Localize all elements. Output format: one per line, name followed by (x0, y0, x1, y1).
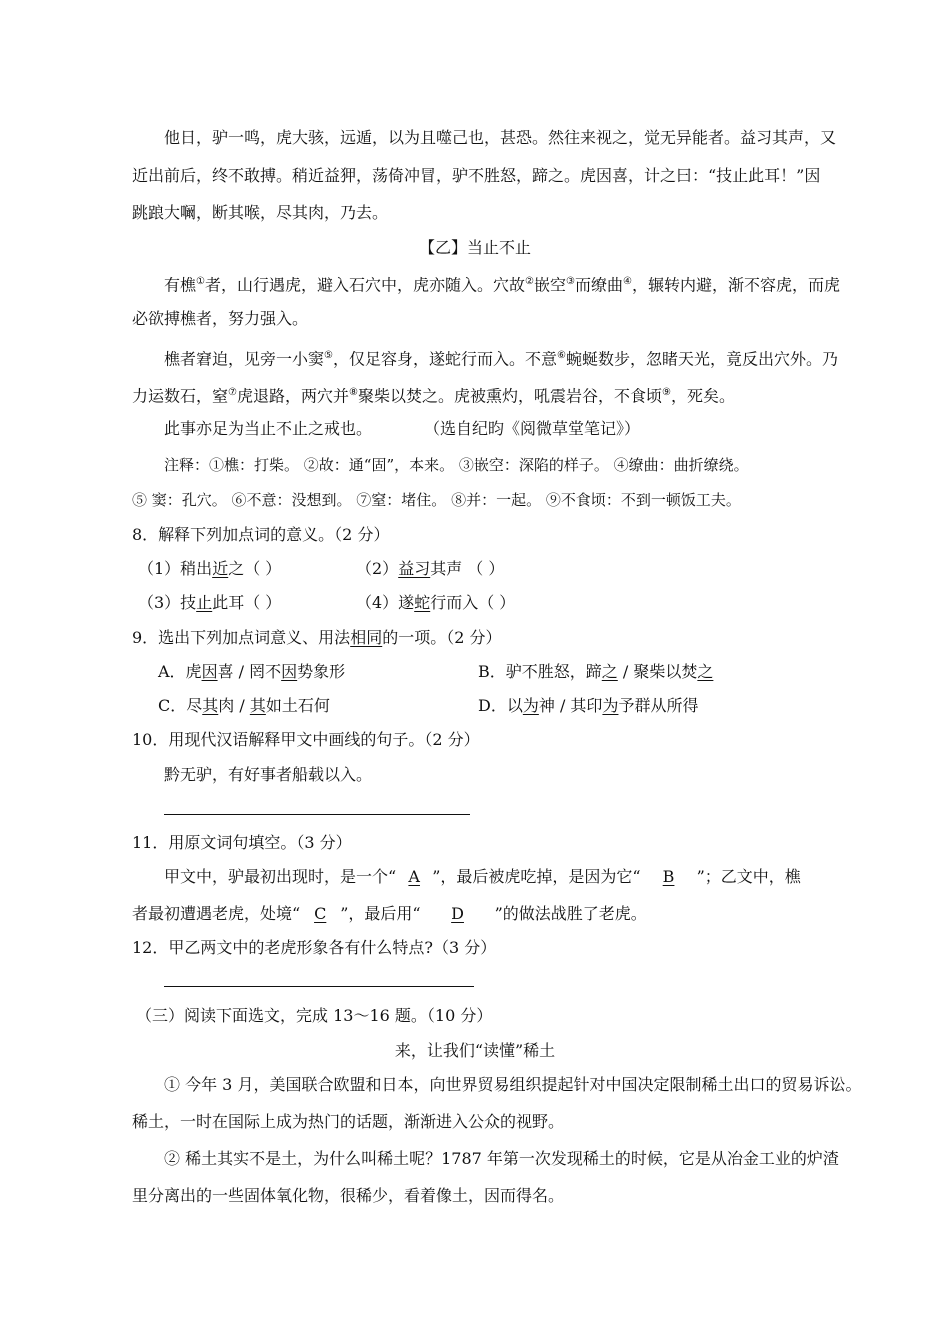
q9-option-a (158, 662, 345, 682)
q10-answer-line[interactable] (164, 814, 470, 815)
q8-item-4 (356, 593, 515, 613)
section3-heading: （三）阅读下面选文，完成 13～16 题。（10 分） (136, 1006, 493, 1025)
q9-stem (132, 628, 501, 648)
text: 嵌空 (533, 275, 566, 295)
blank-c[interactable]: C (314, 904, 327, 923)
text: 樵者窘迫，见旁一小窦 (164, 349, 325, 369)
text: 行而入（ ） (430, 593, 516, 612)
text: （1）稍出 (138, 559, 213, 578)
yi-para3 (164, 419, 640, 439)
q8-item-2 (356, 559, 504, 579)
dotted-word: 为 (522, 696, 539, 715)
yi-para2-line2 (132, 383, 735, 406)
text: ”，最后用“ (340, 904, 421, 923)
text: 9．选出下列加点词意义、用法 (132, 628, 351, 647)
text: 的一项。（2 分） (382, 628, 502, 647)
note-mark: ⑦ (228, 387, 237, 398)
q9-option-c (158, 696, 330, 716)
text: （2） (356, 559, 399, 578)
text: C．尽 (158, 696, 203, 715)
text: 而缭曲 (574, 275, 623, 295)
q12-stem: 12．甲乙两文中的老虎形象各有什么特点?（3 分） (132, 938, 497, 957)
text: 者最初遭遇老虎，处境“ (132, 904, 301, 923)
dotted-word: 因 (201, 662, 218, 681)
q12-answer-line[interactable] (164, 986, 474, 987)
note-mark: ⑤ (324, 350, 333, 361)
note-mark: ⑧ (349, 387, 358, 398)
source-citation: （选自纪昀《阅微草堂笔记》） (432, 419, 641, 438)
dotted-word: 蛇 (414, 593, 431, 612)
q8-item-3 (138, 593, 281, 613)
text: ”；乙文中，樵 (696, 867, 801, 886)
text: 者，山行遇虎，避入石穴中，虎亦随入。穴故 (204, 275, 525, 295)
text: 神 / 其印 (538, 696, 603, 715)
text: 肉 / (218, 696, 250, 715)
article-p2-line1: ② 稀土其实不是土，为什么叫稀土呢？1787 年第一次发现稀土的时候，它是从冶金工业的炉渣 (164, 1149, 839, 1168)
q11-stem: 11．用原文词句填空。（3 分） (132, 833, 352, 852)
dotted-word: 为 (602, 696, 619, 715)
text: 之（ ） (228, 559, 282, 578)
notes-line-1: 注释：①樵：打柴。 ②故：通“固”，本来。 ③嵌空：深陷的样子。 ④缭曲：曲折缭绕。 (164, 456, 749, 474)
text: / 聚柴以焚 (617, 662, 698, 681)
text: ，辗转内避，渐不容虎，而虎 (631, 275, 840, 295)
q9-option-d (478, 696, 698, 716)
note-mark: ③ (565, 276, 575, 287)
text: B．驴不胜怒，蹄 (478, 662, 602, 681)
yi-para2-line1 (164, 346, 838, 369)
text: 势象形 (297, 662, 346, 681)
article-title: 来，让我们“读懂”稀土 (394, 1041, 556, 1060)
dotted-word: 其 (202, 696, 219, 715)
text: 蜿蜒数步，忽睹天光，竟反出穴外。乃 (565, 349, 838, 369)
dotted-word: 益习 (398, 559, 431, 578)
text: （4）遂 (356, 593, 415, 612)
jia-line-3: 跳踉大㘎，断其喉，尽其肉，乃去。 (132, 203, 389, 222)
article-p2-line2: 里分离出的一些固体氧化物，很稀少，看着像土，因而得名。 (132, 1186, 565, 1205)
text: 甲文中，驴最初出现时，是一个“ (164, 867, 397, 886)
note-mark: ④ (622, 276, 632, 287)
dotted-word: 之 (697, 662, 714, 681)
text: 有樵 (164, 275, 197, 295)
blank-a[interactable]: A (408, 867, 420, 886)
dotted-word: 止 (196, 593, 213, 612)
text: ”，最后被虎吃掉，是因为它“ (432, 867, 641, 886)
text: （3）技 (138, 593, 197, 612)
text: ，死矣。 (670, 386, 735, 406)
text: ，仅足容身，遂蛇行而入。不意 (332, 349, 557, 369)
text: ”的做法战胜了老虎。 (494, 904, 647, 923)
note-mark: ② (525, 276, 534, 287)
blank-b[interactable]: B (662, 867, 675, 886)
text: A．虎 (158, 662, 202, 681)
text: 聚柴以焚之。虎被熏灼，吼震岩谷，不食顷 (357, 386, 662, 406)
q11-line-1 (164, 867, 801, 887)
text: 虎退路，两穴并 (236, 386, 349, 406)
dotted-word: 之 (601, 662, 618, 681)
text: 力运数石，窒 (132, 386, 229, 406)
jia-line-1: 他日，驴一鸣，虎大骇，远遁，以为且噬己也，甚恐。然往来视之，觉无异能者。益习其声，又 (164, 128, 837, 147)
q11-line-2 (132, 904, 647, 924)
yi-para1-line2: 必欲搏樵者，努力强入。 (132, 309, 309, 328)
article-p1-line1: ① 今年 3 月，美国联合欧盟和日本，向世界贸易组织提起针对中国决定限制稀土出口的贸易诉讼。 (164, 1075, 862, 1094)
q9-option-b (478, 662, 713, 682)
article-p1-line2: 稀土，一时在国际上成为热门的话题，渐渐进入公众的视野。 (132, 1112, 565, 1131)
note-mark: ⑨ (661, 387, 671, 398)
yi-para1-line1 (164, 272, 840, 295)
notes-line-2: ⑤ 窦：孔穴。 ⑥不意：没想到。 ⑦窒：堵住。 ⑧并：一起。 ⑨不食顷：不到一顿饭工夫。 (132, 491, 741, 509)
note-mark: ① (196, 276, 205, 287)
q8-item-1 (138, 559, 281, 579)
text: 喜 / 罔不 (217, 662, 282, 681)
yi-title: 【乙】当止不止 (418, 238, 531, 257)
emphasis: 相同 (350, 628, 383, 647)
q8-stem: 8．解释下列加点词的意义。（2 分） (132, 525, 390, 544)
dotted-word: 因 (281, 662, 298, 681)
text: 其声 （ ） (430, 559, 505, 578)
text: 如土石何 (265, 696, 330, 715)
text: 予群从所得 (618, 696, 699, 715)
blank-d[interactable]: D (451, 904, 464, 923)
note-mark: ⑥ (557, 350, 566, 361)
q10-sentence: 黔无驴，有好事者船载以入。 (164, 765, 373, 784)
q10-stem: 10．用现代汉语解释甲文中画线的句子。（2 分） (132, 730, 480, 749)
text: 此事亦足为当止不止之戒也。 (164, 419, 373, 438)
jia-line-2: 近出前后，终不敢搏。稍近益狎，荡倚冲冒，驴不胜怒，蹄之。虎因喜，计之曰：“技止此耳！”因 (132, 166, 821, 185)
text: D．以 (478, 696, 523, 715)
text: 此耳（ ） (212, 593, 282, 612)
dotted-word: 其 (249, 696, 266, 715)
dotted-word: 近 (212, 559, 229, 578)
